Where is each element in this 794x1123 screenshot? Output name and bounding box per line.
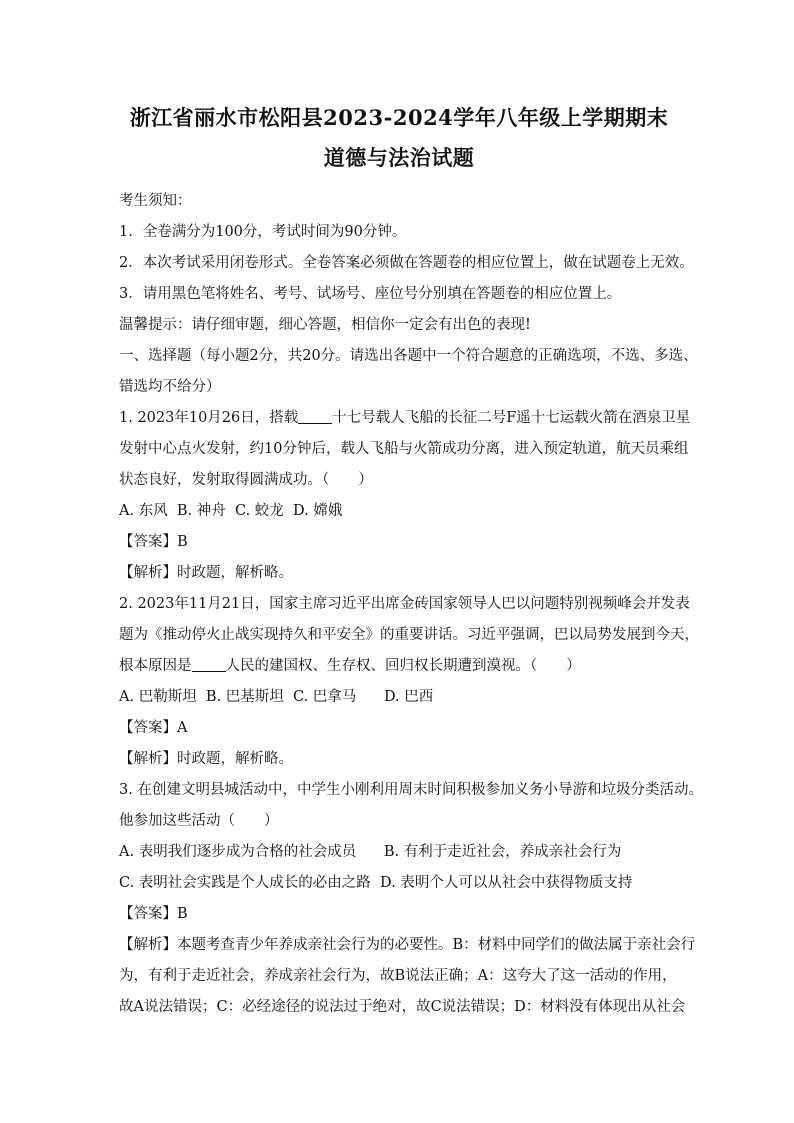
notice-item-1: 1．全卷满分为100分，考试时间为90分钟。 bbox=[119, 224, 407, 240]
question-3-stem-line-2: 他参加这些活动（ ） bbox=[119, 813, 279, 829]
question-2-stem-text-a: 根本原因是 bbox=[119, 658, 192, 674]
question-1 bbox=[119, 403, 691, 589]
question-3-answer: 【答案】B bbox=[119, 906, 188, 922]
notice-section bbox=[119, 186, 694, 341]
question-3-analysis-line-2: 为，有利于走近社会，养成亲社会行为，故B说法正确；A：这夸大了这一活动的作用， bbox=[119, 968, 677, 984]
question-1-options: A. 东风 B. 神舟 C. 蛟龙 D. 嫦娥 bbox=[119, 503, 343, 519]
section-heading-line-1: 一、选择题（每小题2分，共20分。请选出各题中一个符合题意的正确选项，不选、多选、 bbox=[119, 348, 698, 364]
fill-in-blank bbox=[298, 409, 332, 425]
question-3 bbox=[119, 775, 703, 1023]
question-3-stem-line-1: 3. 在创建文明县城活动中，中学生小刚利用周末时间积极参加义务小导游和垃圾分类活动。 bbox=[119, 782, 703, 798]
question-2-analysis: 【解析】时政题，解析略。 bbox=[119, 751, 293, 767]
question-1-stem-line-1 bbox=[119, 403, 691, 434]
question-3-options-line-2: C. 表明社会实践是个人成长的必由之路 D. 表明个人可以从社会中获得物质支持 bbox=[119, 875, 633, 891]
notice-reminder: 温馨提示：请仔细审题，细心答题，相信你一定会有出色的表现! bbox=[119, 317, 531, 333]
notice-item-3: 3．请用黑色笔将姓名、考号、试场号、座位号分别填在答题卷的相应位置上。 bbox=[119, 286, 622, 302]
question-2-options: A. 巴勒斯坦 B. 巴基斯坦 C. 巴拿马 D. 巴西 bbox=[119, 689, 434, 705]
question-1-stem-line-2: 发射中心点火发射，约10分钟后，载人飞船与火箭成功分离，进入预定轨道，航天员乘组 bbox=[119, 441, 689, 457]
page-content bbox=[119, 100, 703, 1023]
question-3-analysis-line-3: 故A说法错误；C：必经途径的说法过于绝对，故C说法错误；D：材料没有体现出从社会 bbox=[119, 999, 686, 1015]
question-1-stem-line-3: 状态良好，发射取得圆满成功。（ ） bbox=[119, 472, 373, 488]
question-1-answer: 【答案】B bbox=[119, 534, 188, 550]
question-2-answer: 【答案】A bbox=[119, 720, 188, 736]
question-2-stem-line-1: 2. 2023年11月21日，国家主席习近平出席金砖国家领导人巴以问题特别视频峰会并发表 bbox=[119, 596, 690, 612]
question-2-stem-text-b: 人民的建国权、生存权、回归权长期遭到漠视。（ ） bbox=[225, 658, 581, 674]
section-heading-line-2: 错选均不给分） bbox=[119, 379, 221, 395]
notice-heading: 考生须知： bbox=[119, 193, 192, 209]
section-heading bbox=[119, 341, 698, 403]
question-1-stem-text-a: 1. 2023年10月26日，搭载 bbox=[119, 410, 299, 426]
question-1-stem-text-b: 十七号载人飞船的长征二号F遥十七运载火箭在酒泉卫星 bbox=[332, 410, 691, 426]
question-2-stem-line-3 bbox=[119, 651, 679, 682]
question-3-analysis-line-1: 【解析】本题考查青少年养成亲社会行为的必要性。B：材料中同学们的做法属于亲社会行 bbox=[119, 937, 696, 953]
question-2-stem-line-2: 题为《推动停火止战实现持久和平安全》的重要讲话。习近平强调，巴以局势发展到今天， bbox=[119, 627, 699, 643]
fill-in-blank bbox=[192, 657, 226, 673]
page-subtitle: 道德与法治试题 bbox=[323, 145, 475, 170]
notice-item-2: 2．本次考试采用闭卷形式。全卷答案必须做在答题卷的相应位置上，做在试题卷上无效。 bbox=[119, 255, 694, 271]
title-block bbox=[119, 100, 679, 176]
question-2 bbox=[119, 589, 699, 775]
question-3-options-line-1: A. 表明我们逐步成为合格的社会成员 B. 有利于走近社会，养成亲社会行为 bbox=[119, 844, 622, 860]
page-title: 浙江省丽水市松阳县2023-2024学年八年级上学期期末 bbox=[129, 105, 669, 130]
question-1-analysis: 【解析】时政题，解析略。 bbox=[119, 565, 293, 581]
